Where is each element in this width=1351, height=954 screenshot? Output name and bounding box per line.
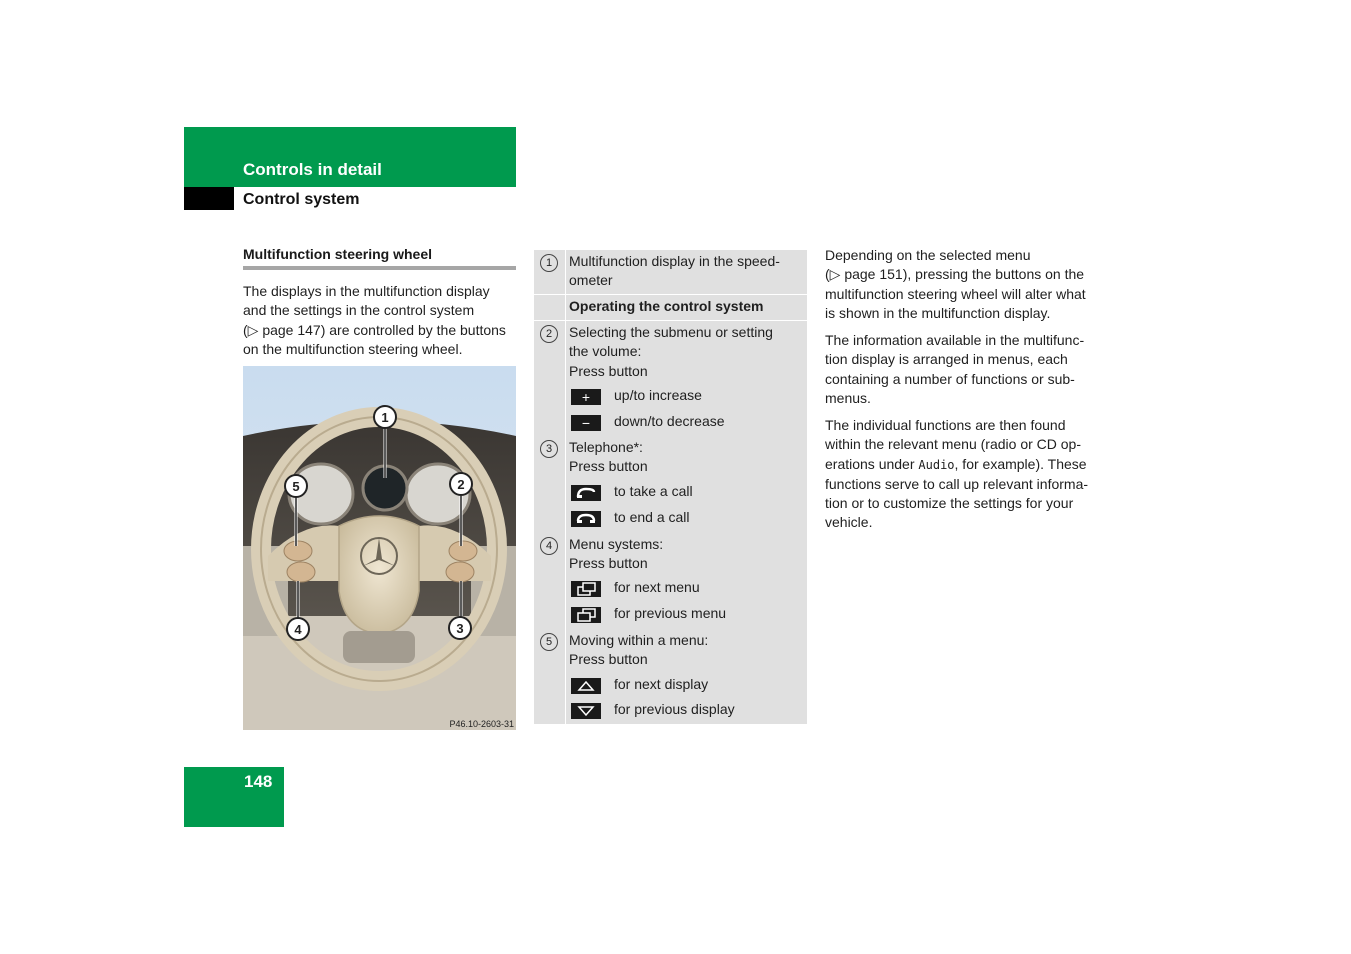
right-paragraph-1: Depending on the selected menu (▷ page 151), pressing the buttons on the multifunction steering wheel will alter what is shown in the multifunction display. <box>825 247 1086 321</box>
section-heading: Multifunction steering wheel <box>243 246 433 262</box>
svg-text:5: 5 <box>292 479 300 494</box>
figure-code: P46.10-2603-31 <box>449 719 514 729</box>
svg-text:2: 2 <box>457 477 465 492</box>
control-table <box>534 250 807 724</box>
right-paragraph-2: The information available in the multifunc- tion display is arranged in menus, each containing a number of functions or sub- menus. <box>825 332 1085 406</box>
row-number: 5 <box>540 633 558 651</box>
row-text: Moving within a menu: Press button <box>569 632 709 668</box>
svg-text:3: 3 <box>456 621 464 636</box>
callout-1 <box>374 406 396 428</box>
item-label: to take a call <box>614 483 693 499</box>
item-label: down/to decrease <box>614 413 725 429</box>
row-number: 1 <box>540 254 558 272</box>
callout-2 <box>450 473 472 495</box>
plus-icon: + <box>571 389 601 405</box>
callout-5 <box>285 475 307 497</box>
section-marker <box>184 187 234 210</box>
row-number: 4 <box>540 537 558 555</box>
menu-next-icon <box>571 581 601 597</box>
svg-text:4: 4 <box>294 622 302 637</box>
item-label: to end a call <box>614 509 690 525</box>
section-title: Control system <box>243 191 360 208</box>
row-text: Telephone*: Press button <box>569 439 648 475</box>
audio-menu-term: Audio <box>918 457 955 472</box>
row-number: 3 <box>540 440 558 458</box>
item-label: for next display <box>614 676 709 692</box>
right-paragraph-3: The individual functions are then found within the relevant menu (radio or CD op- erations under Audio, for example). These functions serve to call up relevant informa- tion or to customize the settings for your vehicle. <box>825 417 1089 531</box>
item-label: up/to increase <box>614 387 702 403</box>
phone-pickup-icon <box>571 485 601 501</box>
steering-wheel-illustration <box>243 366 516 730</box>
callout-3 <box>449 617 471 639</box>
row-text: Selecting the submenu or setting the volume: Press button <box>569 324 773 379</box>
phone-hangup-icon <box>571 511 601 527</box>
item-label: for previous menu <box>614 605 727 621</box>
table-heading: Operating the control system <box>569 298 764 314</box>
row-number: 2 <box>540 325 558 343</box>
svg-text:1: 1 <box>381 410 389 425</box>
arrow-down-icon <box>571 703 601 719</box>
arrow-up-icon <box>571 678 601 694</box>
callout-4 <box>287 618 309 640</box>
intro-paragraph: The displays in the multifunction display and the settings in the control system (▷ page 147) are controlled by the buttons on the multifunction steering wheel. <box>243 283 506 357</box>
steering-wheel-figure <box>243 366 516 730</box>
page-number: 148 <box>244 772 273 791</box>
heading-rule <box>243 266 516 270</box>
item-label: for previous display <box>614 701 735 717</box>
menu-previous-icon <box>571 607 601 623</box>
row-text: Multifunction display in the speed- ometer <box>569 253 780 289</box>
minus-icon: − <box>571 415 601 431</box>
chapter-title: Controls in detail <box>243 160 382 179</box>
row-text: Menu systems: Press button <box>569 536 664 572</box>
item-label: for next menu <box>614 579 700 595</box>
